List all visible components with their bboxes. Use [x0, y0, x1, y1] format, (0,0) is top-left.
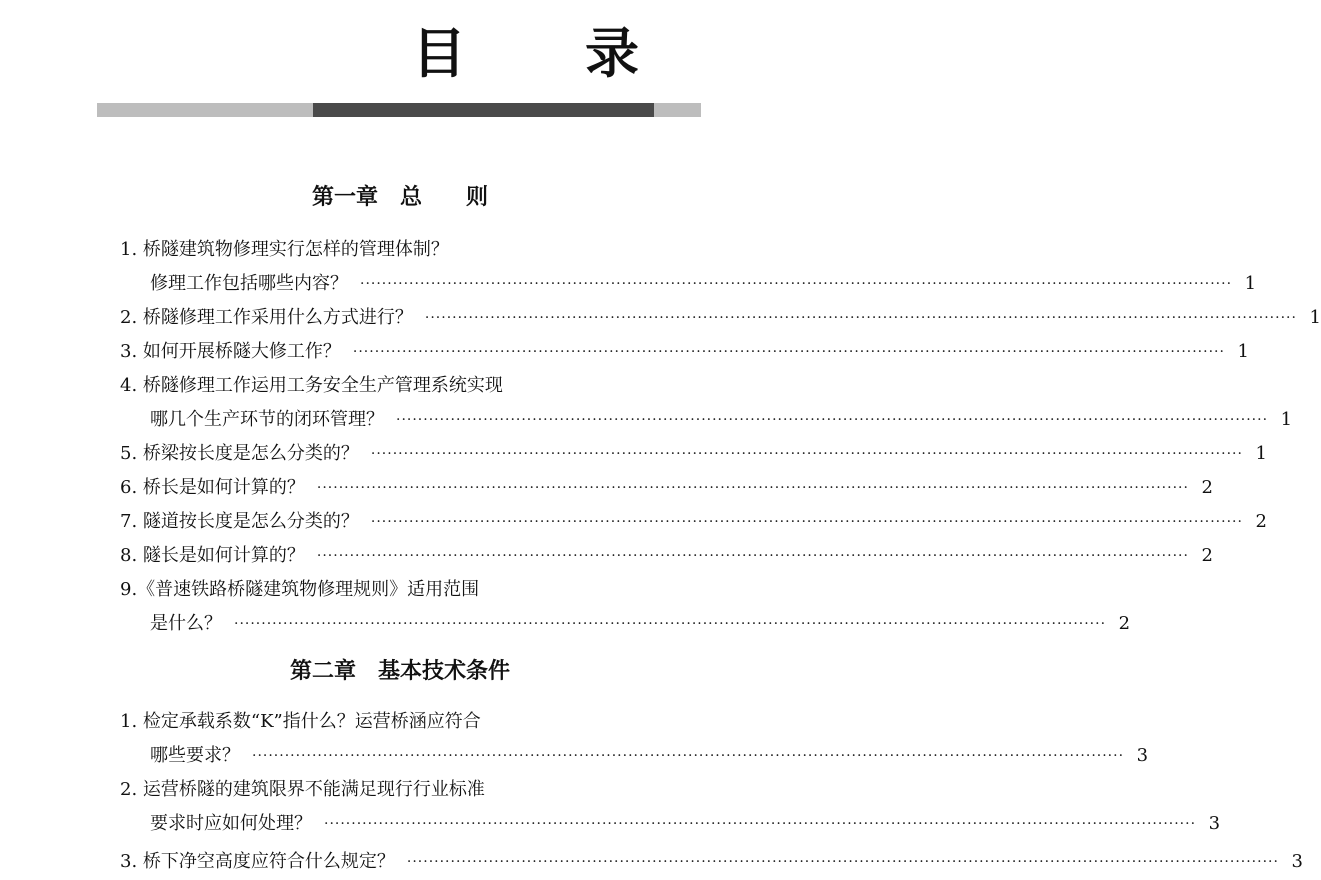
toc-entry-text: 5. 桥梁按长度是怎么分类的？: [120, 443, 359, 464]
toc-page-number: 1: [1255, 443, 1267, 464]
toc-entry-line: [120, 440, 1267, 468]
toc-entry-text: 9.《普速铁路桥隧建筑物修理规则》适用范围: [120, 579, 480, 600]
title-rule-dark: [313, 103, 654, 117]
toc-entry-line: [150, 742, 1149, 770]
toc-entry-line: [120, 236, 702, 264]
toc-entry-line: [120, 304, 1321, 332]
leader-dots: ································································································································································: [316, 548, 1189, 564]
leader-dots: ································································································································································: [252, 748, 1125, 764]
toc-entry-text: 3. 如何开展桥隧大修工作？: [120, 341, 341, 362]
toc-page-number: 3: [1291, 851, 1303, 872]
toc-page-number: 3: [1136, 745, 1149, 766]
toc-entry-line: [150, 810, 1221, 838]
toc-entry-line: [120, 474, 1213, 502]
leader-dots: ································································································································································: [406, 854, 1279, 870]
toc-entry-line: [120, 576, 702, 604]
toc-entry-text: 哪些要求？: [150, 745, 240, 766]
chapter-heading: 第一章 总 则: [311, 185, 488, 210]
leader-dots: ································································································································································: [396, 412, 1269, 428]
toc-title: [0, 22, 800, 92]
toc-entry-text: 3. 桥下净空高度应符合什么规定？: [120, 851, 395, 872]
toc-entry-line: [120, 508, 1267, 536]
toc-entry-text: 7. 隧道按长度是怎么分类的？: [120, 511, 359, 532]
toc-entry-line: [120, 776, 702, 804]
toc-entry-line: [120, 848, 1303, 876]
toc-entry-line: [120, 708, 702, 736]
toc-entry-line: [150, 270, 1257, 298]
toc-page-number: 1: [1309, 307, 1321, 328]
leader-dots: ································································································································································: [352, 344, 1225, 360]
toc-entry-text: 要求时应如何处理？: [150, 813, 312, 834]
toc-page-number: 1: [1280, 409, 1293, 430]
toc-entry-text: 2. 桥隧修理工作采用什么方式进行？: [120, 307, 413, 328]
toc-page-number: 3: [1208, 813, 1221, 834]
toc-entry-text: 修理工作包括哪些内容？: [150, 273, 348, 294]
leader-dots: ································································································································································: [316, 480, 1189, 496]
toc-entry-text: 2. 运营桥隧的建筑限界不能满足现行行业标准: [120, 779, 485, 800]
toc-entry-line: [150, 406, 1293, 434]
leader-dots: ································································································································································: [324, 816, 1197, 832]
toc-entry-line: [150, 610, 1131, 638]
toc-page-number: 2: [1201, 545, 1213, 566]
toc-title-char-2: 录: [585, 22, 639, 85]
chapter-heading: 第二章 基本技术条件: [289, 659, 510, 684]
toc-page-number: 1: [1244, 273, 1257, 294]
leader-dots: ································································································································································: [360, 276, 1233, 292]
toc-entry-line: [120, 338, 1249, 366]
toc-entry-text: 8. 隧长是如何计算的？: [120, 545, 305, 566]
toc-title-char-1: 目: [412, 22, 466, 85]
toc-page-number: 2: [1118, 613, 1131, 634]
toc-page-number: 1: [1237, 341, 1249, 362]
toc-entry-line: [120, 372, 702, 400]
toc-entry-text: 1. 检定承载系数“K”指什么？运营桥涵应符合: [120, 711, 481, 732]
toc-entry-text: 6. 桥长是如何计算的？: [120, 477, 305, 498]
leader-dots: ································································································································································: [370, 446, 1243, 462]
toc-page-number: 2: [1255, 511, 1267, 532]
toc-entry-text: 1. 桥隧建筑物修理实行怎样的管理体制？: [120, 239, 449, 260]
leader-dots: ································································································································································: [370, 514, 1243, 530]
toc-entry-text: 4. 桥隧修理工作运用工务安全生产管理系统实现: [120, 375, 503, 396]
leader-dots: ································································································································································: [424, 310, 1297, 326]
toc-entry-text: 哪几个生产环节的闭环管理？: [150, 409, 384, 430]
toc-entry-text: 是什么？: [150, 613, 222, 634]
toc-page-number: 2: [1201, 477, 1213, 498]
leader-dots: ································································································································································: [234, 616, 1107, 632]
toc-entry-line: [120, 542, 1213, 570]
